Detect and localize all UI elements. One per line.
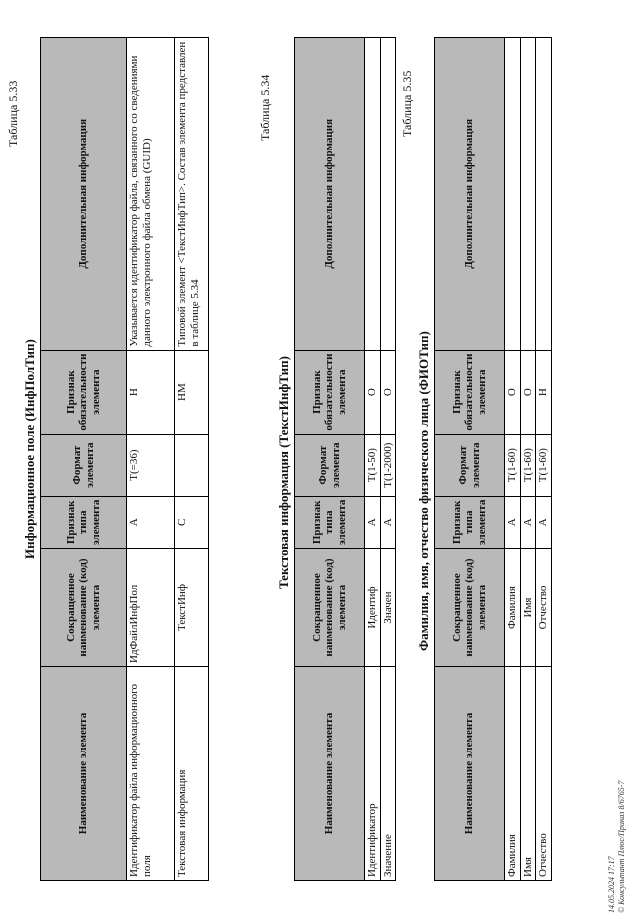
cell-info: Типовой элемент <ТекстИнфТип>. Состав элемента представлен в таблице 5.34: [175, 38, 209, 351]
col-header-required: Признак обязательности элемента: [41, 350, 127, 434]
cell-format: T(1-2000): [380, 434, 396, 496]
table-row: [175, 38, 209, 881]
cell-name: Имя: [520, 667, 536, 881]
cell-code: Значен: [380, 549, 396, 667]
table-header-row: [435, 38, 505, 881]
cell-type: А: [380, 496, 396, 548]
col-header-info: Дополнительная информация: [435, 38, 505, 351]
cell-code: Идентиф: [365, 549, 381, 667]
table-row: [127, 38, 175, 881]
cell-format: T(1-60): [520, 434, 536, 496]
table-5-34: [294, 37, 396, 881]
table-row: [505, 38, 521, 881]
col-header-info: Дополнительная информация: [41, 38, 127, 351]
cell-name: Идентификатор: [365, 667, 381, 881]
table-row: [380, 38, 396, 881]
col-header-name: Наименование элемента: [41, 667, 127, 881]
cell-code: Фамилия: [505, 549, 521, 667]
table-title-5-35: Фамилия, имя, отчество физического лица (ФИОТип): [416, 331, 431, 651]
cell-format: T(1-60): [505, 434, 521, 496]
table-row: [536, 38, 552, 881]
table-header-row: [41, 38, 127, 881]
cell-format: T(=36): [127, 434, 175, 496]
cell-info: [505, 38, 521, 351]
cell-name: Значение: [380, 667, 396, 881]
cell-type: С: [175, 496, 209, 548]
cell-name: Текстовая информация: [175, 667, 209, 881]
col-header-format: Формат элемента: [41, 434, 127, 496]
col-header-code: Сокращенное наименование (код) элемента: [295, 549, 365, 667]
cell-required: О: [520, 350, 536, 434]
table-title-5-34: Текстовая информация (ТекстИнфТип): [276, 356, 291, 589]
table-5-33: [40, 37, 209, 881]
cell-type: А: [127, 496, 175, 548]
stamp-source: © Консультант Плюс/Приказ 8/6765-7: [616, 780, 626, 913]
cell-required: НМ: [175, 350, 209, 434]
cell-name: Фамилия: [505, 667, 521, 881]
cell-type: А: [365, 496, 381, 548]
col-header-info: Дополнительная информация: [295, 38, 365, 351]
cell-info: [365, 38, 381, 351]
col-header-name: Наименование элемента: [435, 667, 505, 881]
document-stamp: [607, 781, 626, 913]
cell-code: ТекстИнф: [175, 549, 209, 667]
col-header-required: Признак обязательности элемента: [435, 350, 505, 434]
cell-code: Имя: [520, 549, 536, 667]
col-header-name: Наименование элемента: [295, 667, 365, 881]
table-5-35: [434, 37, 552, 881]
cell-name: Идентификатор файла информационного поля: [127, 667, 175, 881]
cell-code: ИдФайлИнфПол: [127, 549, 175, 667]
cell-required: Н: [536, 350, 552, 434]
stamp-date: 14.05.2024 17:17: [607, 856, 616, 913]
table-label-5-34: Таблица 5.34: [258, 74, 272, 141]
cell-type: А: [536, 496, 552, 548]
col-header-type: Признак типа элемента: [295, 496, 365, 548]
cell-required: О: [380, 350, 396, 434]
cell-format: T(1-50): [365, 434, 381, 496]
table-row: [365, 38, 381, 881]
cell-format: [175, 434, 209, 496]
table-label-5-35: Таблица 5.35: [400, 70, 414, 137]
cell-type: А: [505, 496, 521, 548]
col-header-code: Сокращенное наименование (код) элемента: [435, 549, 505, 667]
cell-required: Н: [127, 350, 175, 434]
cell-required: О: [505, 350, 521, 434]
col-header-format: Формат элемента: [435, 434, 505, 496]
col-header-type: Признак типа элемента: [41, 496, 127, 548]
cell-info: [380, 38, 396, 351]
cell-required: О: [365, 350, 381, 434]
col-header-code: Сокращенное наименование (код) элемента: [41, 549, 127, 667]
cell-info: [520, 38, 536, 351]
cell-type: А: [520, 496, 536, 548]
col-header-format: Формат элемента: [295, 434, 365, 496]
cell-format: T(1-60): [536, 434, 552, 496]
col-header-required: Признак обязательности элемента: [295, 350, 365, 434]
cell-code: Отчество: [536, 549, 552, 667]
table-title-5-33: Информационное поле (ИнфПолТип): [22, 339, 37, 559]
cell-info: Указывается идентификатор файла, связанного со сведениями данного электронного файла обмена (GUID): [127, 38, 175, 351]
table-header-row: [295, 38, 365, 881]
cell-name: Отчество: [536, 667, 552, 881]
col-header-type: Признак типа элемента: [435, 496, 505, 548]
table-row: [520, 38, 536, 881]
cell-info: [536, 38, 552, 351]
table-label-5-33: Таблица 5.33: [6, 80, 20, 147]
